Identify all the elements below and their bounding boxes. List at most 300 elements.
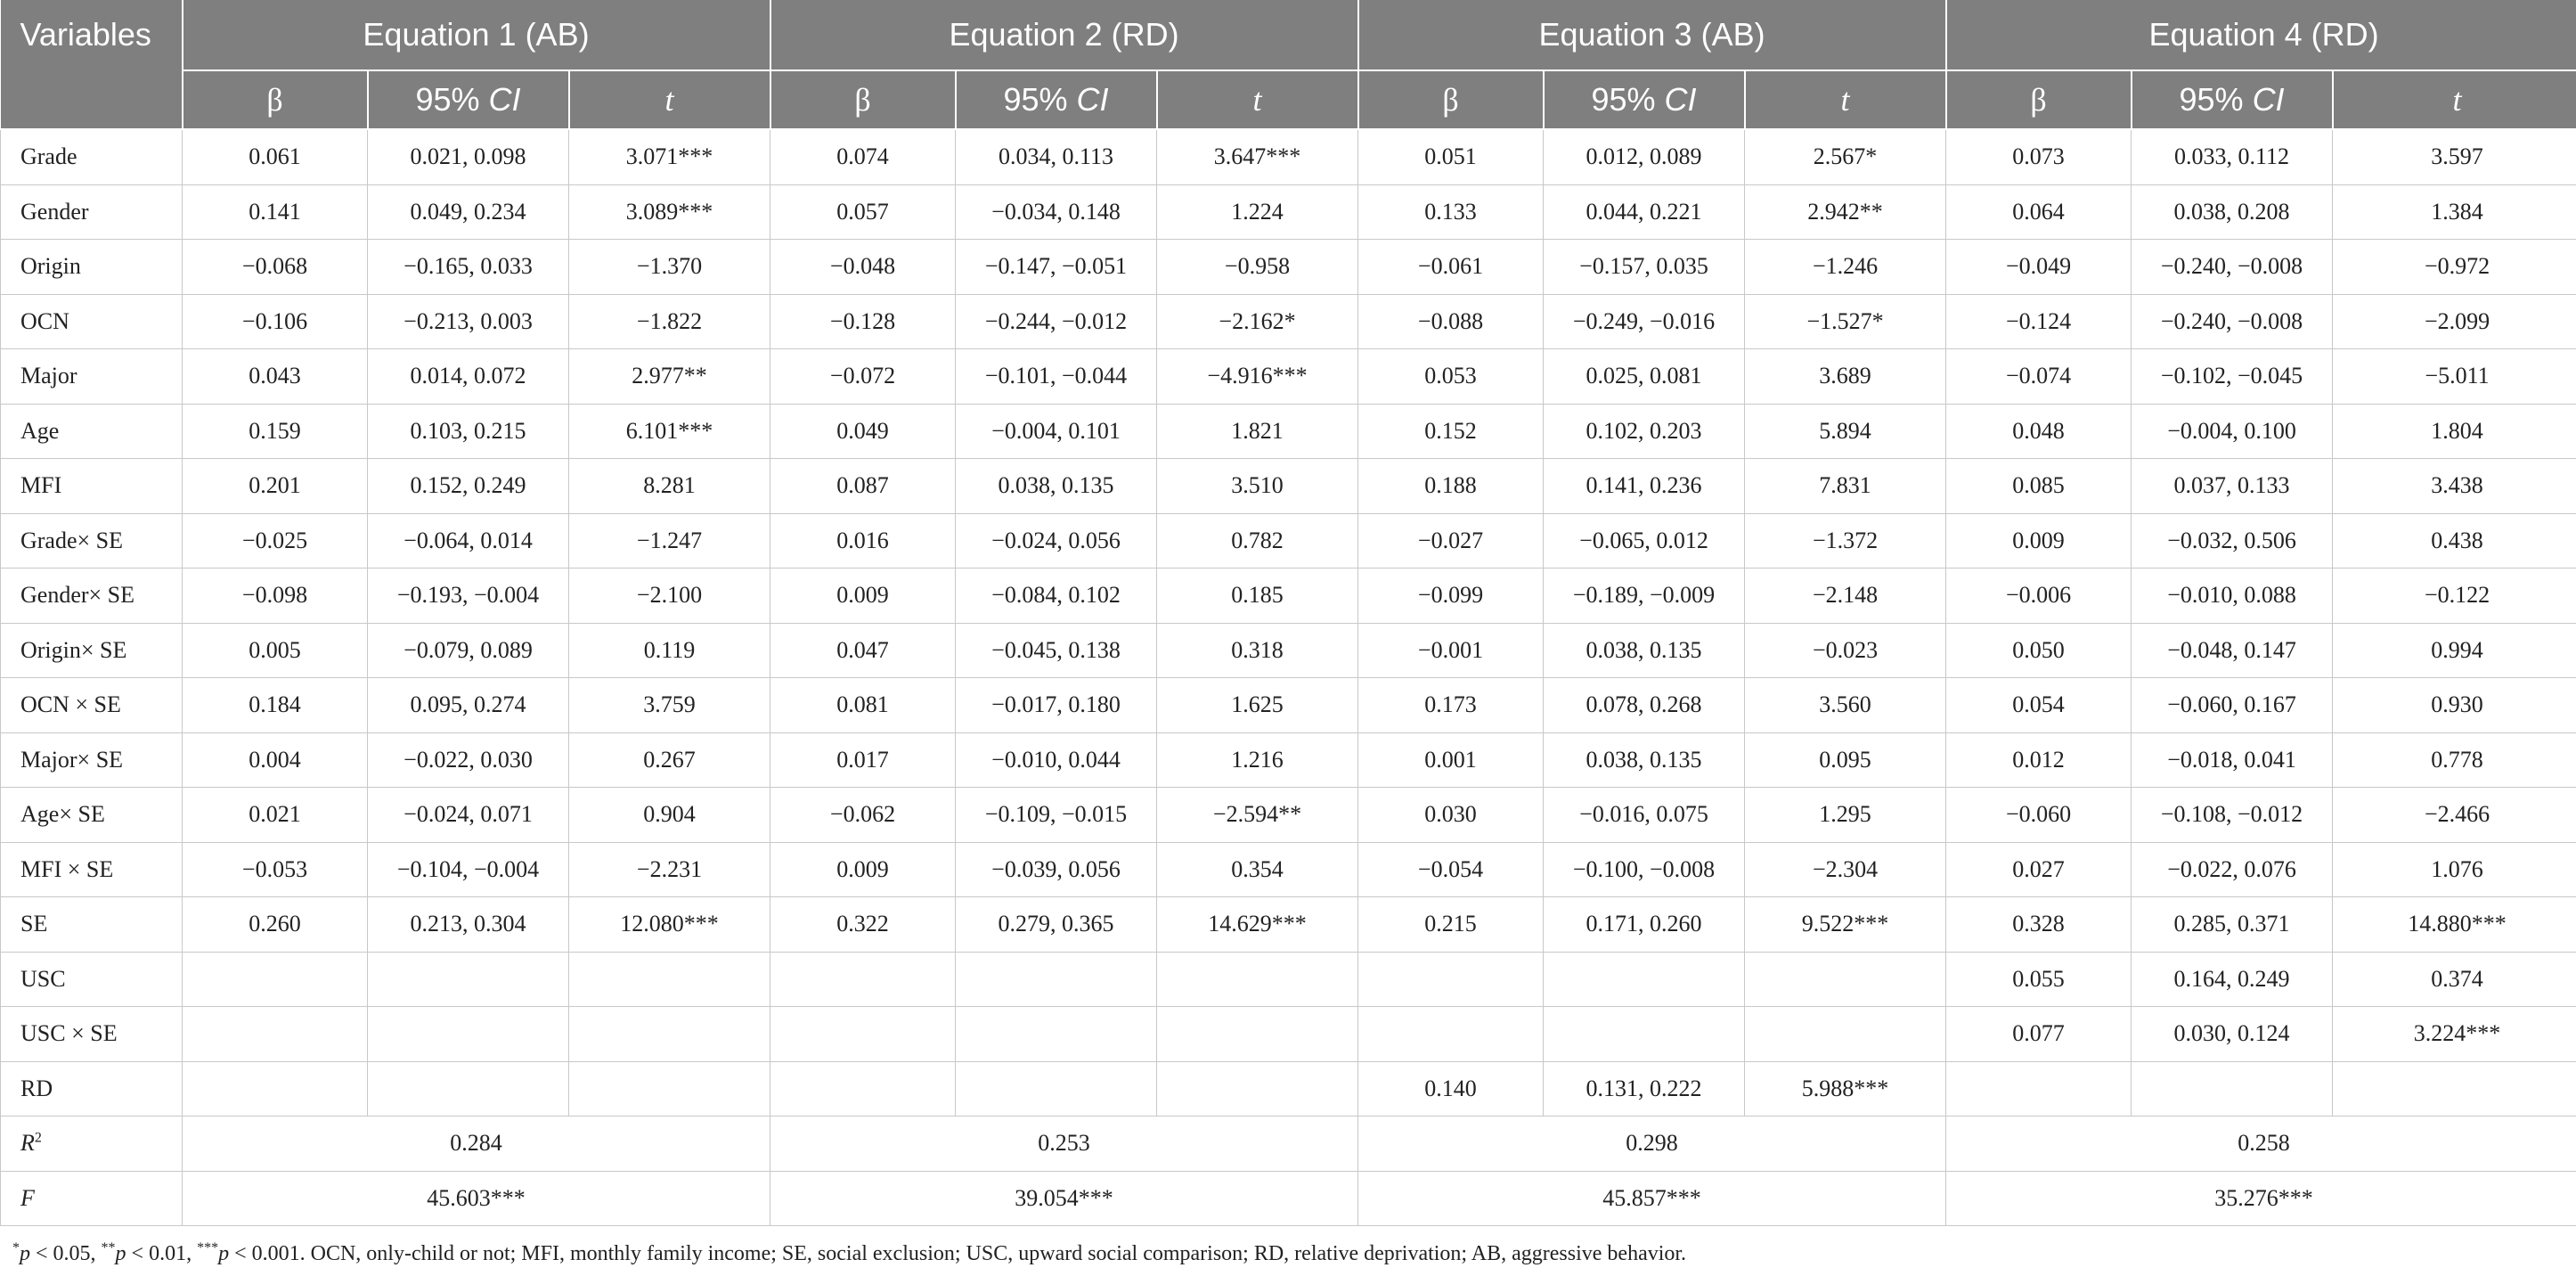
table-cell (956, 952, 1157, 1007)
table-cell (1544, 952, 1745, 1007)
table-cell: 0.057 (770, 184, 956, 240)
summary-label-text: R (20, 1130, 35, 1157)
table-cell: 0.030, 0.124 (2132, 1007, 2333, 1062)
row-label: Gender× SE (1, 568, 183, 624)
table-cell: 0.260 (183, 897, 368, 953)
table-cell: −0.048, 0.147 (2132, 623, 2333, 678)
table-cell: 0.318 (1157, 623, 1358, 678)
table-cell: 0.141 (183, 184, 368, 240)
table-cell (1358, 1007, 1544, 1062)
table-cell: −0.972 (2333, 240, 2576, 295)
table-cell: 0.009 (770, 842, 956, 897)
table-cell: −0.017, 0.180 (956, 678, 1157, 733)
table-cell (368, 1007, 569, 1062)
table-cell (1358, 952, 1544, 1007)
beta-header: β (770, 70, 956, 129)
t-header: t (569, 70, 770, 129)
row-label: USC (1, 952, 183, 1007)
table-cell: 0.053 (1358, 349, 1544, 405)
table-body (1, 129, 2576, 1226)
table-row (1, 184, 2576, 240)
table-cell: 2.942** (1745, 184, 1946, 240)
row-label: Grade (1, 129, 183, 184)
table-row (1, 842, 2576, 897)
table-cell: 0.930 (2333, 678, 2576, 733)
table-cell: 0.048 (1946, 404, 2132, 459)
table-cell: 0.994 (2333, 623, 2576, 678)
table-cell: 0.033, 0.112 (2132, 129, 2333, 184)
table-cell: −0.072 (770, 349, 956, 405)
table-cell: 3.510 (1157, 459, 1358, 514)
table-footnote (12, 1240, 1686, 1266)
footnote-sig-1: * (12, 1240, 20, 1256)
table-cell: −0.068 (183, 240, 368, 295)
ci-header (1544, 70, 1745, 129)
table-cell: −0.084, 0.102 (956, 568, 1157, 624)
table-cell: 0.322 (770, 897, 956, 953)
table-cell: 1.224 (1157, 184, 1358, 240)
table-cell: 1.295 (1745, 788, 1946, 843)
table-cell: −2.594** (1157, 788, 1358, 843)
table-cell: 0.095 (1745, 732, 1946, 788)
table-cell: 0.438 (2333, 513, 2576, 568)
table-cell: −2.100 (569, 568, 770, 624)
table-cell: 0.081 (770, 678, 956, 733)
table-cell: 0.050 (1946, 623, 2132, 678)
table-cell (1745, 952, 1946, 1007)
row-label: USC × SE (1, 1007, 183, 1062)
table-cell: −0.018, 0.041 (2132, 732, 2333, 788)
table-cell: −0.244, −0.012 (956, 294, 1157, 349)
table-cell: 9.522*** (1745, 897, 1946, 953)
table-cell (1157, 1061, 1358, 1116)
table-cell: −0.099 (1358, 568, 1544, 624)
table-cell: −0.001 (1358, 623, 1544, 678)
beta-header: β (183, 70, 368, 129)
table-cell: −0.109, −0.015 (956, 788, 1157, 843)
ci-header-italic: CI (1076, 81, 1109, 118)
table-cell: −0.024, 0.071 (368, 788, 569, 843)
ci-header-prefix: 95% (1591, 81, 1665, 118)
equation-1-header: Equation 1 (AB) (183, 0, 770, 70)
table-cell: 0.102, 0.203 (1544, 404, 1745, 459)
table-row (1, 240, 2576, 295)
table-cell: −0.108, −0.012 (2132, 788, 2333, 843)
table-row (1, 678, 2576, 733)
ci-header-italic: CI (1664, 81, 1697, 118)
t-header: t (1745, 70, 1946, 129)
table-cell: 0.087 (770, 459, 956, 514)
variables-header: Variables (1, 0, 183, 129)
table-cell (770, 1007, 956, 1062)
table-cell: 1.625 (1157, 678, 1358, 733)
table-cell: 0.016 (770, 513, 956, 568)
table-cell: 0.061 (183, 129, 368, 184)
summary-value: 0.298 (1358, 1116, 1946, 1172)
table-cell: 14.629*** (1157, 897, 1358, 953)
table-cell: 3.071*** (569, 129, 770, 184)
table-cell: −0.074 (1946, 349, 2132, 405)
table-cell: 3.089*** (569, 184, 770, 240)
summary-label (1, 1116, 183, 1172)
table-cell: 0.044, 0.221 (1544, 184, 1745, 240)
table-cell: 3.597 (2333, 129, 2576, 184)
table-cell: −0.045, 0.138 (956, 623, 1157, 678)
table-cell: 1.804 (2333, 404, 2576, 459)
table-cell: 0.055 (1946, 952, 2132, 1007)
table-cell: 1.821 (1157, 404, 1358, 459)
table-cell (183, 1061, 368, 1116)
table-cell (1946, 1061, 2132, 1116)
table-cell: −0.065, 0.012 (1544, 513, 1745, 568)
table-cell: −0.062 (770, 788, 956, 843)
footnote-sig-3: *** (197, 1240, 219, 1256)
table-cell: −0.027 (1358, 513, 1544, 568)
footnote-text-2: < 0.01, (126, 1242, 198, 1265)
table-cell: −0.088 (1358, 294, 1544, 349)
table-cell: 3.647*** (1157, 129, 1358, 184)
table-row (1, 459, 2576, 514)
footnote-p-3: p (218, 1242, 230, 1265)
ci-header-prefix: 95% (415, 81, 489, 118)
table-row (1, 897, 2576, 953)
table-cell: 0.049, 0.234 (368, 184, 569, 240)
table-cell: 0.009 (1946, 513, 2132, 568)
table-cell: −1.527* (1745, 294, 1946, 349)
row-label: Age (1, 404, 183, 459)
table-cell: 0.012 (1946, 732, 2132, 788)
table-cell (770, 1061, 956, 1116)
summary-label-text: F (20, 1184, 35, 1211)
table-cell: 0.152 (1358, 404, 1544, 459)
table-cell: 0.184 (183, 678, 368, 733)
table-cell: −0.016, 0.075 (1544, 788, 1745, 843)
table-cell: 3.224*** (2333, 1007, 2576, 1062)
table-cell: −0.102, −0.045 (2132, 349, 2333, 405)
table-cell: −0.098 (183, 568, 368, 624)
table-cell: 0.173 (1358, 678, 1544, 733)
table-cell: −0.213, 0.003 (368, 294, 569, 349)
table-cell: 0.215 (1358, 897, 1544, 953)
table-cell: 2.977** (569, 349, 770, 405)
table-cell: 0.009 (770, 568, 956, 624)
table-cell: 0.103, 0.215 (368, 404, 569, 459)
table-cell: 3.759 (569, 678, 770, 733)
table-cell (770, 952, 956, 1007)
table-cell: 0.164, 0.249 (2132, 952, 2333, 1007)
table-cell (956, 1007, 1157, 1062)
table-cell (1745, 1007, 1946, 1062)
table-cell: −1.372 (1745, 513, 1946, 568)
table-cell: −1.370 (569, 240, 770, 295)
ci-header-italic: CI (2252, 81, 2285, 118)
table-cell: −0.022, 0.030 (368, 732, 569, 788)
table-cell: −0.128 (770, 294, 956, 349)
t-header: t (2333, 70, 2576, 129)
t-header: t (1157, 70, 1358, 129)
table-cell (1544, 1007, 1745, 1062)
table-cell: 3.438 (2333, 459, 2576, 514)
table-cell: 0.074 (770, 129, 956, 184)
table-cell: 0.073 (1946, 129, 2132, 184)
table-cell: −0.049 (1946, 240, 2132, 295)
table-cell: 0.037, 0.133 (2132, 459, 2333, 514)
ci-header-prefix: 95% (1003, 81, 1077, 118)
table-cell (569, 1007, 770, 1062)
footnote-p-2: p (115, 1242, 126, 1265)
table-cell: −0.039, 0.056 (956, 842, 1157, 897)
table-cell: 0.038, 0.135 (1544, 732, 1745, 788)
table-cell: 0.133 (1358, 184, 1544, 240)
table-cell: 0.201 (183, 459, 368, 514)
table-cell: 0.140 (1358, 1061, 1544, 1116)
table-cell: 0.171, 0.260 (1544, 897, 1745, 953)
row-label: Grade× SE (1, 513, 183, 568)
table-cell (1157, 952, 1358, 1007)
table-cell: 0.328 (1946, 897, 2132, 953)
table-cell: −0.249, −0.016 (1544, 294, 1745, 349)
table-cell: 3.689 (1745, 349, 1946, 405)
table-cell: −0.104, −0.004 (368, 842, 569, 897)
row-label: Gender (1, 184, 183, 240)
table-row (1, 1061, 2576, 1116)
summary-value: 0.258 (1946, 1116, 2576, 1172)
table-cell: 0.213, 0.304 (368, 897, 569, 953)
table-cell: −0.022, 0.076 (2132, 842, 2333, 897)
row-label: RD (1, 1061, 183, 1116)
table-row (1, 568, 2576, 624)
table-cell: −0.100, −0.008 (1544, 842, 1745, 897)
row-label: Age× SE (1, 788, 183, 843)
summary-value: 45.857*** (1358, 1171, 1946, 1226)
table-cell: 0.374 (2333, 952, 2576, 1007)
table-cell: 0.904 (569, 788, 770, 843)
table-cell: −0.240, −0.008 (2132, 294, 2333, 349)
table-cell: −0.034, 0.148 (956, 184, 1157, 240)
table-cell (569, 1061, 770, 1116)
table-row (1, 129, 2576, 184)
table-cell: 1.384 (2333, 184, 2576, 240)
summary-value: 45.603*** (183, 1171, 770, 1226)
table-cell: 0.054 (1946, 678, 2132, 733)
table-cell: −2.099 (2333, 294, 2576, 349)
table-row (1, 294, 2576, 349)
table-cell: 0.049 (770, 404, 956, 459)
table-row (1, 732, 2576, 788)
table-cell: 0.038, 0.135 (1544, 623, 1745, 678)
table-cell: −0.060 (1946, 788, 2132, 843)
table-cell: −0.053 (183, 842, 368, 897)
table-cell (2132, 1061, 2333, 1116)
table-cell: −4.916*** (1157, 349, 1358, 405)
table-cell: 7.831 (1745, 459, 1946, 514)
table-cell: −0.101, −0.044 (956, 349, 1157, 405)
row-label: Origin× SE (1, 623, 183, 678)
table-cell: 0.085 (1946, 459, 2132, 514)
table-cell: −2.162* (1157, 294, 1358, 349)
ci-header (368, 70, 569, 129)
table-cell: 0.021 (183, 788, 368, 843)
table-row (1, 349, 2576, 405)
table-cell: 0.152, 0.249 (368, 459, 569, 514)
table-cell (2333, 1061, 2576, 1116)
table-cell: 0.095, 0.274 (368, 678, 569, 733)
row-label: OCN (1, 294, 183, 349)
summary-row (1, 1116, 2576, 1172)
table-cell: 6.101*** (569, 404, 770, 459)
table-cell: −0.054 (1358, 842, 1544, 897)
table-cell: −0.004, 0.100 (2132, 404, 2333, 459)
table-cell: −0.157, 0.035 (1544, 240, 1745, 295)
table-cell: 0.064 (1946, 184, 2132, 240)
table-cell: 0.778 (2333, 732, 2576, 788)
footnote-p-1: p (20, 1242, 30, 1265)
table-cell (183, 952, 368, 1007)
table-cell (569, 952, 770, 1007)
table-cell: −0.147, −0.051 (956, 240, 1157, 295)
table-row (1, 513, 2576, 568)
table-cell: 0.185 (1157, 568, 1358, 624)
table-cell: −0.189, −0.009 (1544, 568, 1745, 624)
table-cell: 0.131, 0.222 (1544, 1061, 1745, 1116)
table-cell: −0.023 (1745, 623, 1946, 678)
table-cell: 0.038, 0.208 (2132, 184, 2333, 240)
ci-header-prefix: 95% (2179, 81, 2253, 118)
ci-header (2132, 70, 2333, 129)
table-cell: 0.119 (569, 623, 770, 678)
table-cell (183, 1007, 368, 1062)
table-row (1, 952, 2576, 1007)
table-cell: 0.078, 0.268 (1544, 678, 1745, 733)
footnote-text-1: < 0.05, (30, 1242, 102, 1265)
table-cell: −0.024, 0.056 (956, 513, 1157, 568)
footnote-sig-2: ** (101, 1240, 116, 1256)
table-cell: −2.304 (1745, 842, 1946, 897)
table-cell: 0.188 (1358, 459, 1544, 514)
table-cell (1157, 1007, 1358, 1062)
table-cell: −0.064, 0.014 (368, 513, 569, 568)
table-cell: 0.043 (183, 349, 368, 405)
table-cell: 5.988*** (1745, 1061, 1946, 1116)
table-cell: −0.010, 0.088 (2132, 568, 2333, 624)
table-row (1, 788, 2576, 843)
row-label: MFI (1, 459, 183, 514)
equation-4-header: Equation 4 (RD) (1946, 0, 2576, 70)
table-cell: 1.216 (1157, 732, 1358, 788)
table-cell: −1.247 (569, 513, 770, 568)
table-cell: −0.006 (1946, 568, 2132, 624)
summary-row (1, 1171, 2576, 1226)
table-cell: 1.076 (2333, 842, 2576, 897)
table-row (1, 623, 2576, 678)
row-label: MFI × SE (1, 842, 183, 897)
summary-value: 35.276*** (1946, 1171, 2576, 1226)
beta-header: β (1946, 70, 2132, 129)
summary-label (1, 1171, 183, 1226)
sub-header-row (1, 70, 2576, 129)
table-cell: −0.004, 0.101 (956, 404, 1157, 459)
table-cell: 0.051 (1358, 129, 1544, 184)
table-cell: 0.014, 0.072 (368, 349, 569, 405)
table-cell: 0.782 (1157, 513, 1358, 568)
ci-header (956, 70, 1157, 129)
summary-value: 0.284 (183, 1116, 770, 1172)
table-cell: −2.231 (569, 842, 770, 897)
table-cell: −0.060, 0.167 (2132, 678, 2333, 733)
table-cell: −0.240, −0.008 (2132, 240, 2333, 295)
table-header (1, 0, 2576, 129)
table-cell: 2.567* (1745, 129, 1946, 184)
table-cell: −0.048 (770, 240, 956, 295)
summary-value: 0.253 (770, 1116, 1358, 1172)
table-cell: −0.124 (1946, 294, 2132, 349)
table-cell: 0.077 (1946, 1007, 2132, 1062)
table-cell: −1.246 (1745, 240, 1946, 295)
table-cell: 0.285, 0.371 (2132, 897, 2333, 953)
table-cell (956, 1061, 1157, 1116)
table-cell: −0.193, −0.004 (368, 568, 569, 624)
footnote-text-3: < 0.001. OCN, only-child or not; MFI, monthly family income; SE, social exclusion; USC, upward social comparison; RD, relative deprivation; AB, aggressive behavior. (229, 1242, 1687, 1265)
table-cell: 0.025, 0.081 (1544, 349, 1745, 405)
row-label: SE (1, 897, 183, 953)
table-cell: 0.004 (183, 732, 368, 788)
table-cell: −0.010, 0.044 (956, 732, 1157, 788)
summary-label-superscript: 2 (34, 1130, 42, 1146)
table-cell: 5.894 (1745, 404, 1946, 459)
ci-header-italic: CI (488, 81, 521, 118)
table-row (1, 404, 2576, 459)
table-cell: 12.080*** (569, 897, 770, 953)
table-cell: −1.822 (569, 294, 770, 349)
equation-2-header: Equation 2 (RD) (770, 0, 1358, 70)
equation-3-header: Equation 3 (AB) (1358, 0, 1946, 70)
table-cell: 3.560 (1745, 678, 1946, 733)
table-cell: −0.122 (2333, 568, 2576, 624)
table-cell: −2.148 (1745, 568, 1946, 624)
table-cell: −0.958 (1157, 240, 1358, 295)
table-cell: −0.061 (1358, 240, 1544, 295)
summary-value: 39.054*** (770, 1171, 1358, 1226)
table-cell: 0.012, 0.089 (1544, 129, 1745, 184)
table-cell: −0.032, 0.506 (2132, 513, 2333, 568)
table-cell: −5.011 (2333, 349, 2576, 405)
table-cell: 0.141, 0.236 (1544, 459, 1745, 514)
table-cell: −0.106 (183, 294, 368, 349)
table-cell: −0.165, 0.033 (368, 240, 569, 295)
table-cell: 0.047 (770, 623, 956, 678)
table-cell: 0.267 (569, 732, 770, 788)
table-cell: 0.279, 0.365 (956, 897, 1157, 953)
table-cell: 0.005 (183, 623, 368, 678)
table-cell: 0.001 (1358, 732, 1544, 788)
beta-header: β (1358, 70, 1544, 129)
table-cell: 0.017 (770, 732, 956, 788)
table-cell: 8.281 (569, 459, 770, 514)
table-cell: 0.027 (1946, 842, 2132, 897)
row-label: Origin (1, 240, 183, 295)
table-cell (368, 952, 569, 1007)
table-cell: −0.079, 0.089 (368, 623, 569, 678)
table-cell: −0.025 (183, 513, 368, 568)
row-label: OCN × SE (1, 678, 183, 733)
table-cell: 0.038, 0.135 (956, 459, 1157, 514)
table-row (1, 1007, 2576, 1062)
table-cell (368, 1061, 569, 1116)
row-label: Major× SE (1, 732, 183, 788)
table-cell: −2.466 (2333, 788, 2576, 843)
table-cell: 0.034, 0.113 (956, 129, 1157, 184)
table-cell: 14.880*** (2333, 897, 2576, 953)
